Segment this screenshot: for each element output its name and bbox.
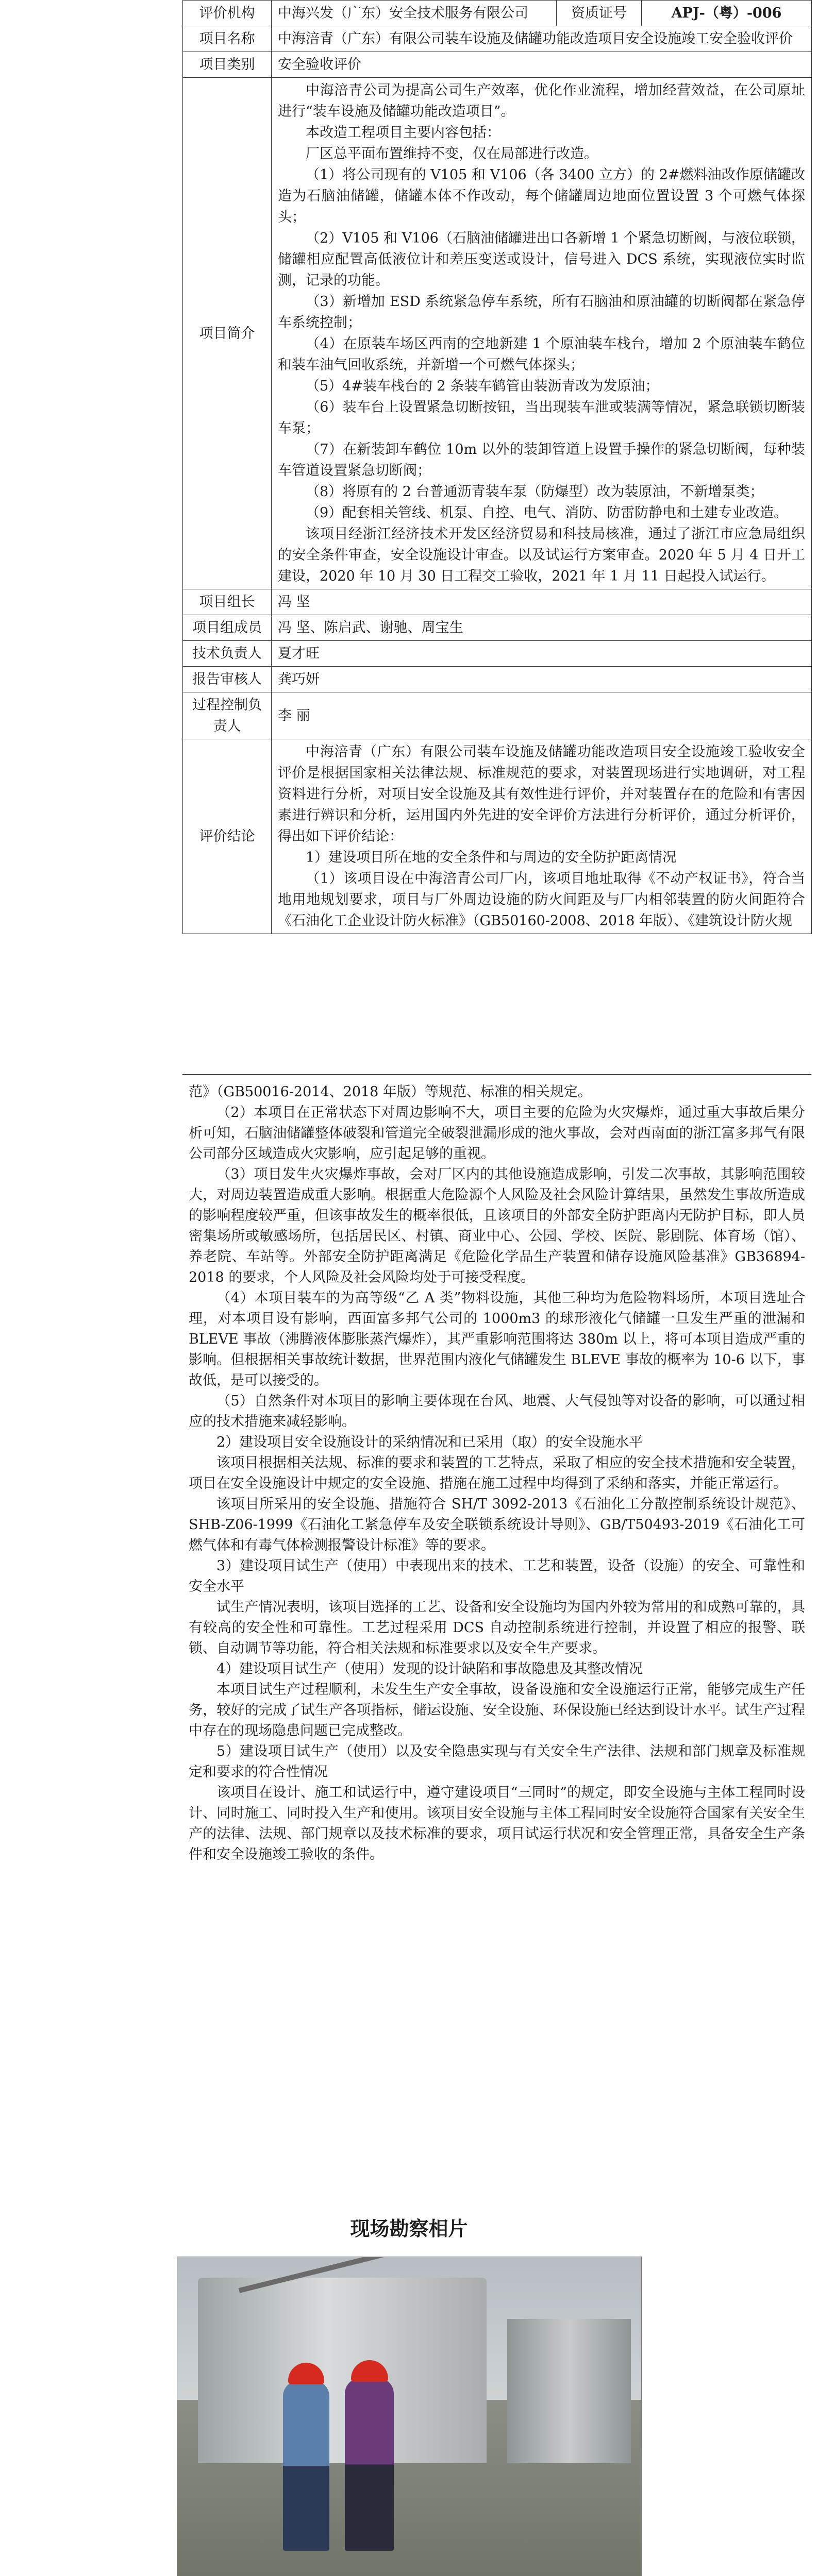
tank-body (198, 2278, 487, 2463)
people-label: 项目组成员 (183, 615, 272, 641)
conclusion-paragraph: （1）该项目设在中海涪青公司厂内，该项目地址取得《不动产权证书》，符合当地用地规划要求，项目与厂外周边设施的防火间距及与厂内相邻装置的防火间距符合《石油化工企业设计防火标准》（GB50160-2008、2018 年版）、《建筑设计防火规 (278, 871, 805, 929)
conclusion-continued-paragraph: 该项目根据相关法规、标准的要求和装置的工艺特点，采取了相应的安全技术措施和安全装置，项目在安全设施设计中规定的安全设施、措施在施工过程中均得到了采纳和落实，并能正常运行。 (189, 1455, 805, 1492)
conclusion-label: 评价结论 (183, 739, 272, 934)
conclusion-continued-paragraph: （3）项目发生火灾爆炸事故，会对厂区内的其他设施造成影响，引发二次事故，其影响范围较大，对周边装置造成重大影响。根据重大危险源个人风险及社会风险计算结果，虽然发生事故所造成的影响程度较严重，但该事故发生的概率很低，且该项目的外部安全防护距离内无防护目标，即人员密集场所或敏感场所，包括居民区、村镇、商业中心、公园、学校、医院、影剧院、体育场（馆）、养老院、车站等。外部安全防护距离满足《危险化学品生产装置和储存设施风险基准》GB36894-2018 的要求，个人风险及社会风险均处于可接受程度。 (189, 1166, 805, 1285)
people-row (183, 641, 812, 667)
brief-paragraph: 本改造工程项目主要内容包括： (306, 125, 500, 141)
conclusion-continued-paragraph: 3）建设项目试生产（使用）中表现出来的技术、工艺和装置，设备（设施）的安全、可靠性和安全水平 (189, 1558, 805, 1595)
conclusion-continued-paragraph: （5）自然条件对本项目的影响主要体现在台风、地震、大气侵蚀等对设备的影响，可以通过相应的技术措施来减轻影响。 (189, 1393, 805, 1430)
project-name-value: 中海涪青（广东）有限公司装车设施及储罐功能改造项目安全设施竣工安全验收评价 (272, 26, 812, 52)
people-row (183, 589, 812, 615)
brief-paragraph: 中海涪青公司为提高公司生产效率，优化作业流程，增加经营效益，在公司原址进行“装车设施及储罐功能改造项目”。 (278, 82, 805, 120)
brief-paragraph: （9）配套相关管线、机泵、自控、电气、消防、防雷防静电和土建专业改造。 (306, 505, 788, 521)
photos-title: 现场勘察相片 (350, 2217, 468, 2240)
people-value: 夏才旺 (272, 641, 812, 667)
people-label: 报告审核人 (183, 667, 272, 692)
people-value: 冯 坚、陈启武、谢驰、周宝生 (272, 615, 812, 641)
brief-content (272, 78, 812, 589)
people-label: 技术负责人 (183, 641, 272, 667)
cert-label: 资质证号 (557, 1, 642, 26)
info-table (182, 0, 812, 934)
people-label: 过程控制负责人 (183, 692, 272, 739)
conclusion-continued-paragraph: 该项目在设计、施工和试运行中，遵守建设项目“三同时”的规定，即安全设施与主体工程同时设计、同时施工、同时投入生产和使用。该项目安全设施与主体工程同时安全设施符合国家有关安全生产的法律、法规、部门规章以及技术标准的要求，项目试运行状况和安全管理正常，具备安全生产条件和安全设施竣工验收的条件。 (189, 1785, 805, 1862)
people-value: 李 丽 (272, 692, 812, 739)
people-row (183, 667, 812, 692)
brief-paragraph: （3）新增加 ESD 系统紧急停车系统，所有石脑油和原油罐的切断阀都在紧急停车系统控制； (278, 294, 805, 331)
org-label: 评价机构 (183, 1, 272, 26)
project-type-value: 安全验收评价 (272, 52, 812, 78)
people-value: 龚巧妍 (272, 667, 812, 692)
people-row (183, 692, 812, 739)
conclusion-continued-paragraph: 试生产情况表明，该项目选择的工艺、设备和安全设施均为国内外较为常用的和成熟可靠的，具有较高的安全性和可靠性。工艺过程采用 DCS 自动控制系统进行控制，并设置了相应的报警、联锁、自动调节等功能，符合相关法规和标准要求以及安全生产要求。 (189, 1599, 805, 1656)
conclusion-continued-paragraph: （4）本项目装车的为高等级“乙 A 类”物料设施，其他三种均为危险物料场所，本项目选址合理，对本项目设有影响，西面富多邦气公司的 1000m3 的球形液化气储罐一旦发生严重的泄漏和 BLEVE 事故（沸腾液体膨胀蒸汽爆炸），其严重影响范围将达 380m 以上，将可本项目造成严重的影响。但根据相关事故统计数据，世界范围内液化气储罐发生 BLEVE 事故的概率为 10-6 以下，事故低，是可以接受的。 (189, 1290, 805, 1388)
org-value: 中海兴发（广东）安全技术服务有限公司 (272, 1, 557, 26)
page-separator (182, 1074, 811, 1075)
project-name-row (183, 26, 812, 52)
brief-row (183, 78, 812, 589)
conclusion-continued-paragraph: 5）建设项目试生产（使用）以及安全隐患实现与有关安全生产法律、法规和部门规章及标准规定和要求的符合性情况 (189, 1743, 805, 1780)
conclusion-continued-paragraph: （2）本项目在正常状态下对周边影响不大，项目主要的危险为火灾爆炸，通过重大事故后果分析可知，石脑油储罐整体破裂和管道完全破裂泄漏形成的池火事故，会对西南面的浙江富多邦气有限公司部分区域造成火灾影响，应引起足够的重视。 (189, 1105, 805, 1162)
project-type-row (183, 52, 812, 78)
conclusion-content (272, 739, 812, 934)
conclusion-row (183, 739, 812, 934)
people-row (183, 615, 812, 641)
conclusion-continued-paragraph: 2）建设项目安全设施设计的采纳情况和已采用（取）的安全设施水平 (216, 1434, 643, 1450)
people-value: 冯 坚 (272, 589, 812, 615)
brief-label: 项目简介 (183, 78, 272, 589)
brief-paragraph: （8）将原有的 2 台普通沥青装车泵（防爆型）改为装原油，不新增泵类； (306, 484, 764, 500)
brief-paragraph: （2）V105 和 V106（石脑油储罐进出口各新增 1 个紧急切断阀，与液位联锁，储罐相应配置高低液位计和差压变送或设计，信号进入 DCS 系统，实现液位实时监测，记录的功能。 (278, 230, 805, 289)
brief-paragraph: （6）装车台上设置紧急切断按钮，当出现装车泄或装满等情况，紧急联锁切断装车泵； (278, 399, 805, 436)
conclusion-paragraph: 1）建设项目所在地的安全条件和与周边的安全防护距离情况 (306, 850, 677, 866)
person-left (283, 2381, 329, 2551)
conclusion-continued (189, 1082, 805, 1865)
brief-paragraph: （5）4#装车栈台的 2 条装车鹤管由装沥青改为发原油； (306, 378, 659, 394)
brief-paragraph: （7）在新装卸车鹤位 10m 以外的装卸管道上设置手操作的紧急切断阀，每种装车管道设置紧急切断阀； (278, 442, 805, 479)
project-type-label: 项目类别 (183, 52, 272, 78)
site-photo-tank-inspection (177, 2257, 642, 2576)
org-row (183, 1, 812, 26)
brief-paragraph: （1）将公司现有的 V105 和 V106（各 3400 立方）的 2#燃料油改作原储罐改造为石脑油储罐，储罐本体不作改动，每个储罐周边地面位置设置 3 个可燃气体探头； (278, 167, 805, 225)
brief-paragraph: 该项目经浙江经济技术开发区经济贸易和科技局核准，通过了浙江市应急局组织的安全条件审查，安全设施设计审查。以及试运行方案审查。2020 年 5 月 4 日开工建设，2020 年 10 月 30 日工程交工验收，2021 年 1 月 11 日起投入试运行。 (278, 526, 805, 584)
people-label: 项目组长 (183, 589, 272, 615)
person-right (345, 2378, 394, 2551)
conclusion-continued-paragraph: 该项目所采用的安全设施、措施符合 SH/T 3092-2013《石油化工分散控制系统设计规范》、SHB-Z06-1999《石油化工紧急停车及安全联锁系统设计导则》、GB/T50493-2019《石油化工可燃气体和有毒气体检测报警设计标准》等的要求。 (189, 1496, 805, 1553)
project-name-label: 项目名称 (183, 26, 272, 52)
brief-paragraph: 厂区总平面布置维持不变，仅在局部进行改造。 (306, 146, 598, 162)
cert-value: APJ-（粤）-006 (642, 1, 812, 26)
conclusion-continued-paragraph: 4）建设项目试生产（使用）发现的设计缺陷和事故隐患及其整改情况 (216, 1661, 643, 1677)
brief-paragraph: （4）在原装车场区西南的空地新建 1 个原油装车栈台，增加 2 个原油装车鹤位和装车油气回收系统，并新增一个可燃气体探头； (278, 336, 805, 373)
conclusion-continued-paragraph: 本项目试生产过程顺利，未发生生产安全事故，设备设施和安全设施运行正常，能够完成生产任务，较好的完成了试生产各项指标，储运设施、安全设施、环保设施已经达到设计水平。试生产过程中存在的现场隐患问题已完成整改。 (189, 1682, 805, 1739)
conclusion-continued-paragraph: 范》（GB50016-2014、2018 年版）等规范、标准的相关规定。 (189, 1084, 592, 1100)
conclusion-paragraph: 中海涪青（广东）有限公司装车设施及储罐功能改造项目安全设施竣工验收安全评价是根据国家相关法律法规、标准规范的要求，对装置现场进行实地调研，对工程资料进行分析，对项目安全设施及其有效性进行评价，并对装置存在的危险和有害因素进行辨识和分析，运用国内外先进的安全评价方法进行分析评价，通过分析评价，得出如下评价结论： (278, 744, 805, 844)
right-tank (507, 2319, 631, 2463)
